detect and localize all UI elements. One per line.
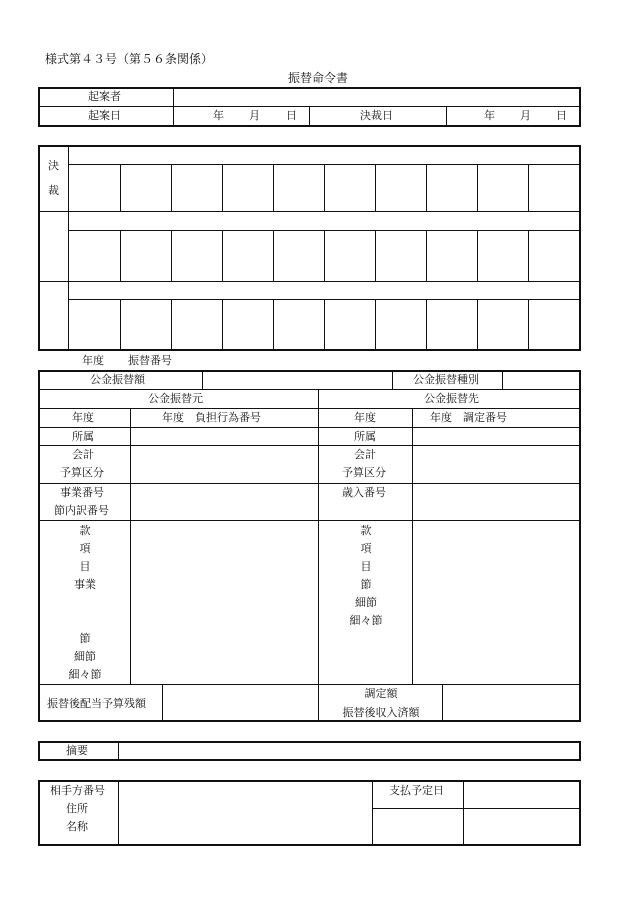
address-label: 住所: [66, 802, 88, 815]
partner-number-label: 相手方番号: [50, 784, 105, 797]
project-number-label: 事業番号: [60, 486, 104, 499]
src-affiliation-label: 所属: [72, 430, 94, 443]
draft-date-label: 起案日: [88, 109, 121, 122]
src-item-kan: 款: [79, 524, 91, 537]
src-item-kou: 項: [79, 542, 91, 555]
fiscal-year-label: 年度: [82, 354, 104, 367]
payee-table: [38, 780, 581, 846]
src-year-label: 年度: [72, 411, 94, 424]
src-budget-category-label: 予算区分: [60, 466, 104, 479]
remaining-budget-label: 振替後配当予算残額: [47, 697, 146, 710]
transfer-number-label: 振替番号: [128, 354, 172, 367]
approval-label-1: 決: [48, 159, 59, 172]
draft-year: 年: [213, 109, 224, 122]
transfer-type-label: 公金振替種別: [413, 373, 479, 386]
sub-item-number-label: 節内訳番号: [54, 504, 109, 517]
drafter-label: 起案者: [88, 90, 121, 103]
draft-month: 月: [249, 109, 260, 122]
source-label: 公金振替元: [148, 392, 203, 405]
transfer-amount-label: 公金振替額: [90, 373, 145, 386]
payment-date-label: 支払予定日: [389, 784, 444, 797]
src-item-setsu: 節: [79, 632, 91, 645]
dst-affiliation-label: 所属: [354, 430, 376, 443]
assessed-amount-label: 調定額: [364, 687, 398, 700]
src-item-moku: 目: [79, 560, 91, 573]
src-item-saisaisetsu: 細々節: [68, 668, 102, 681]
dst-item-saisaisetsu: 細々節: [349, 614, 383, 627]
dst-item-kan: 款: [360, 524, 372, 537]
decision-date-label: 決裁日: [360, 109, 393, 122]
form-number: 様式第４３号（第５６条関係）: [45, 52, 214, 66]
src-accounting-label: 会計: [72, 448, 94, 461]
dst-year-number-label: 年度 調定番号: [430, 411, 507, 424]
name-label: 名称: [66, 820, 88, 833]
dst-item-setsu: 節: [360, 578, 372, 591]
dst-year-label: 年度: [354, 411, 376, 424]
summary-table: [38, 741, 581, 761]
dst-budget-category-label: 予算区分: [342, 466, 386, 479]
approval-label-2: 裁: [48, 184, 59, 197]
dst-item-kou: 項: [360, 542, 372, 555]
src-item-saisetsu: 細節: [74, 650, 96, 663]
received-after-label: 振替後収入済額: [342, 706, 420, 719]
dst-item-saisetsu: 細節: [355, 596, 377, 609]
decision-month: 月: [520, 109, 531, 122]
src-item-jigyou: 事業: [74, 578, 96, 591]
decision-day: 日: [556, 109, 567, 122]
summary-label: 摘要: [66, 744, 88, 757]
draft-day: 日: [286, 109, 297, 122]
src-year-number-label: 年度 負担行為番号: [162, 411, 261, 424]
dst-item-moku: 目: [360, 560, 372, 573]
dst-accounting-label: 会計: [354, 448, 376, 461]
decision-year: 年: [484, 109, 495, 122]
dest-label: 公金振替先: [424, 392, 479, 405]
revenue-number-label: 歳入番号: [342, 486, 386, 499]
page-title: 振替命令書: [288, 71, 349, 85]
